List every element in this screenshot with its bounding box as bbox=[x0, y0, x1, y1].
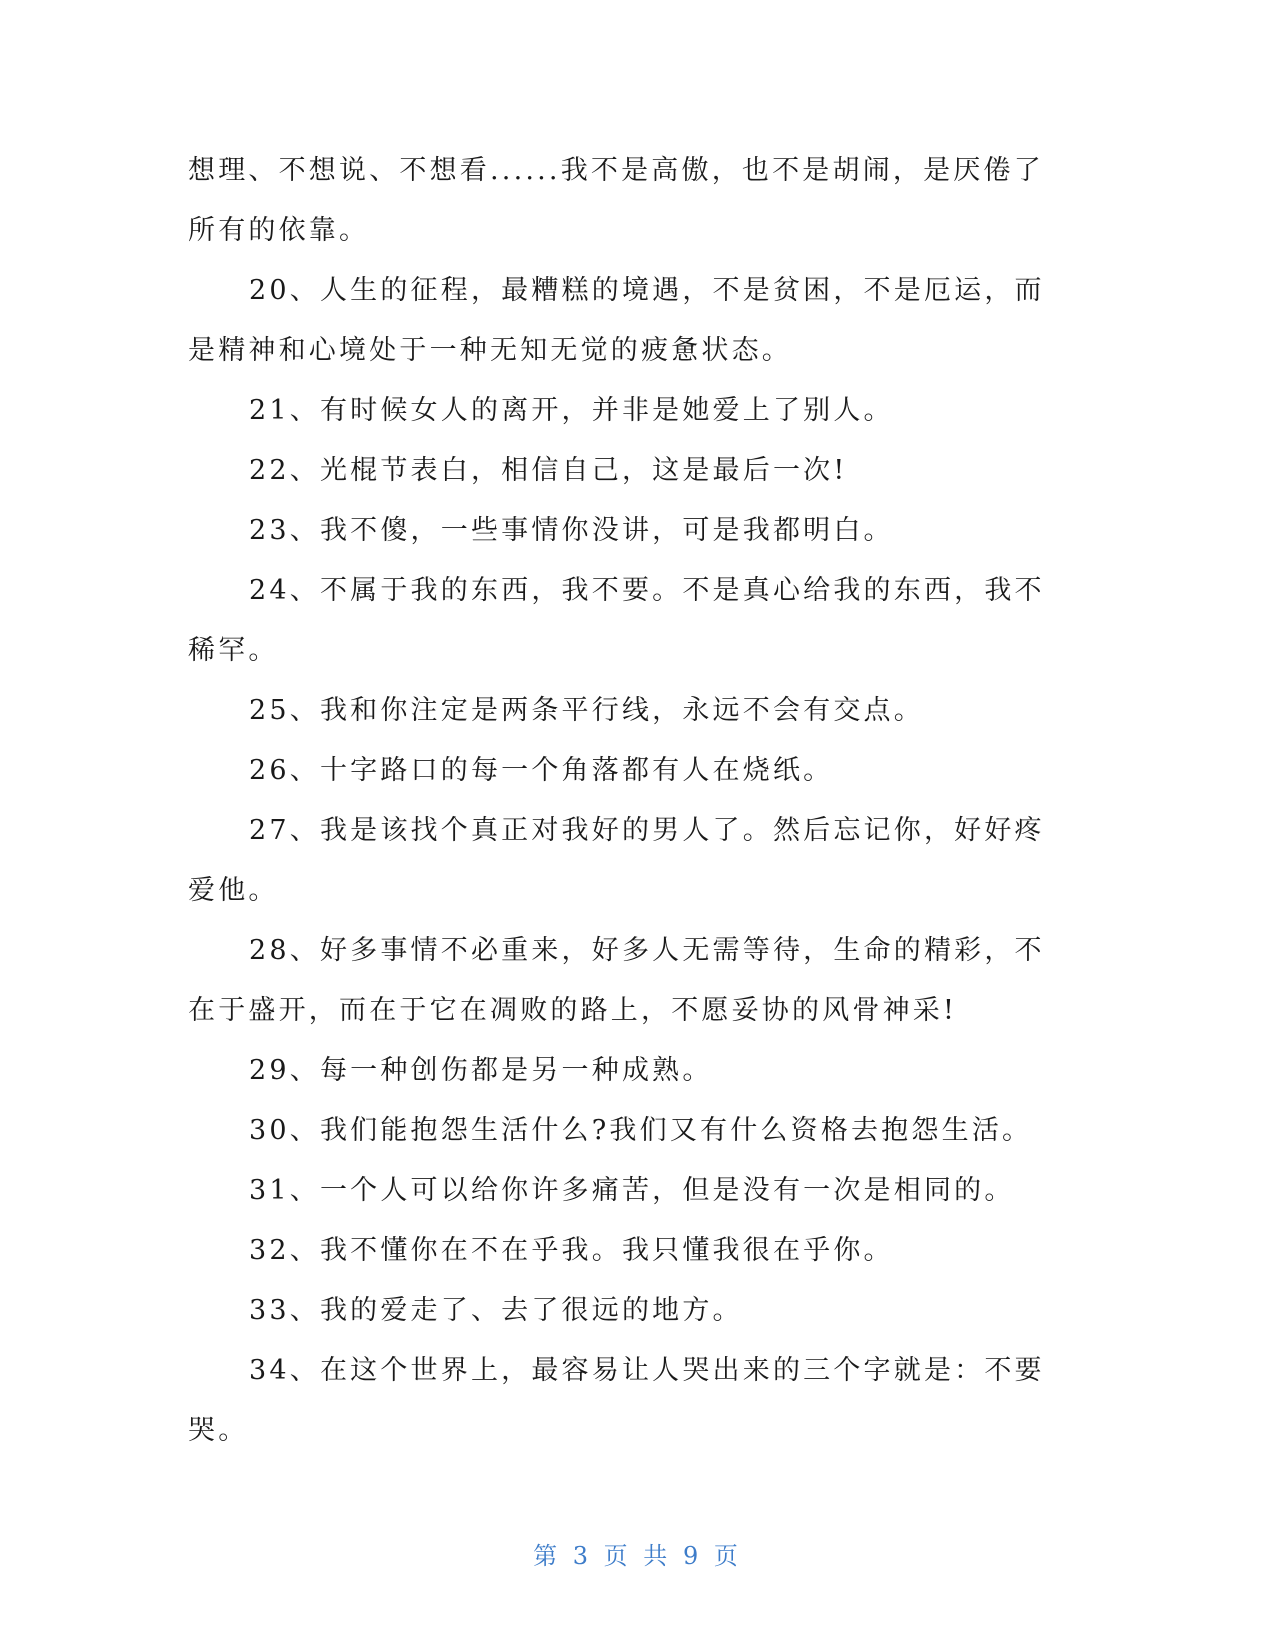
paragraph-30: 30、我们能抱怨生活什么?我们又有什么资格去抱怨生活。 bbox=[249, 1115, 1033, 1146]
paragraph-21: 21、有时候女人的离开，并非是她爱上了别人。 bbox=[249, 395, 894, 426]
paragraph-34: 34、在这个世界上，最容易让人哭出来的三个字就是：不要哭。 bbox=[188, 1355, 1045, 1446]
paragraph-27: 27、我是该找个真正对我好的男人了。然后忘记你，好好疼爱他。 bbox=[188, 815, 1045, 906]
paragraph-33: 33、我的爱走了、去了很远的地方。 bbox=[249, 1295, 743, 1326]
paragraph-32: 32、我不懂你在不在乎我。我只懂我很在乎你。 bbox=[249, 1235, 894, 1266]
document-body bbox=[188, 141, 1068, 1461]
paragraph-continuation: 想理、不想说、不想看......我不是高傲，也不是胡闹，是厌倦了所有的依靠。 bbox=[188, 155, 1044, 246]
paragraph-29: 29、每一种创伤都是另一种成熟。 bbox=[249, 1055, 713, 1086]
paragraph-31: 31、一个人可以给你许多痛苦，但是没有一次是相同的。 bbox=[249, 1175, 1015, 1206]
paragraph-23: 23、我不傻，一些事情你没讲，可是我都明白。 bbox=[249, 515, 894, 546]
page-footer: 第 3 页 共 9 页 bbox=[533, 1542, 742, 1570]
paragraph-22: 22、光棍节表白，相信自己，这是最后一次! bbox=[249, 455, 848, 486]
paragraph-20: 20、人生的征程，最糟糕的境遇，不是贫困，不是厄运，而是精神和心境处于一种无知无觉的疲惫状态。 bbox=[188, 275, 1045, 366]
paragraph-24: 24、不属于我的东西，我不要。不是真心给我的东西，我不稀罕。 bbox=[188, 575, 1045, 666]
paragraph-26: 26、十字路口的每一个角落都有人在烧纸。 bbox=[249, 755, 834, 786]
paragraph-28: 28、好多事情不必重来，好多人无需等待，生命的精彩，不在于盛开，而在于它在凋败的路上，不愿妥协的风骨神采! bbox=[188, 935, 1045, 1026]
paragraph-25: 25、我和你注定是两条平行线，永远不会有交点。 bbox=[249, 695, 924, 726]
